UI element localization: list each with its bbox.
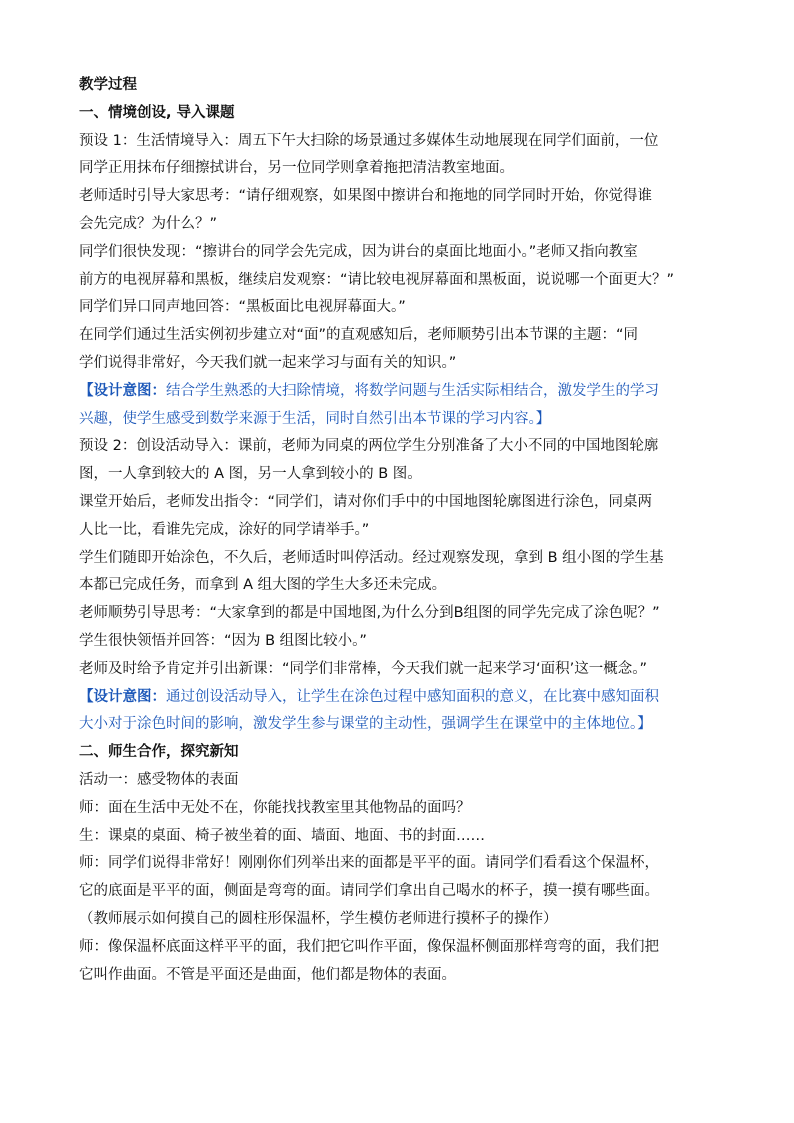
paragraph-line: 本都已完成任务，而拿到 A 组大图的学生大多还未完成。: [79, 577, 447, 594]
paragraph-line: 同学正用抹布仔细擦拭讲台，另一位同学则拿着拖把清洁教室地面。: [79, 160, 514, 177]
dialogue-line: 它的底面是平平的面，侧面是弯弯的面。请同学们拿出自己喝水的杯子，摸一摸有哪些面。: [79, 883, 659, 900]
activity-title: 活动一：感受物体的表面: [79, 771, 239, 788]
dialogue-line: 师：像保温杯底面这样平平的面，我们把它叫作平面，像保温杯侧面那样弯弯的面，我们把: [79, 938, 659, 955]
design-intent-line: 大小对于涂色时间的影响，激发学生参与课堂的主动性，强调学生在课堂中的主体地位。】: [79, 716, 652, 733]
design-intent-text: 通过创设活动导入，让学生在涂色过程中感知面积的意义，在比赛中感知面积: [166, 688, 659, 705]
section-1-title: 一、情境创设, 导入课题: [79, 104, 235, 121]
paragraph-line: 学生们随即开始涂色，不久后，老师适时叫停活动。经过观察发现，拿到 B 组小图的学生基: [79, 549, 664, 566]
paragraph-line: 图，一人拿到较大的 A 图，另一人拿到较小的 B 图。: [79, 466, 422, 483]
dialogue-line: 它叫作曲面。不管是平面还是曲面，他们都是物体的表面。: [79, 966, 456, 983]
paragraph-line: 人比一比，看谁先完成，涂好的同学请举手。”: [79, 521, 370, 538]
paragraph-line: 老师顺势引导思考：“大家拿到的都是中国地图,为什么分到B组图的同学先完成了涂色呢？”: [79, 605, 660, 622]
dialogue-line: （教师展示如何摸自己的圆柱形保温杯，学生模仿老师进行摸杯子的操作）: [79, 910, 558, 927]
paragraph-line: 课堂开始后，老师发出指令：“同学们，请对你们手中的中国地图轮廓图进行涂色，同桌两: [79, 493, 653, 510]
dialogue-line: 师：面在生活中无处不在，你能找找教室里其他物品的面吗？: [79, 799, 471, 816]
design-intent-label: 【设计意图：: [79, 382, 166, 399]
paragraph-line: 学们说得非常好，今天我们就一起来学习与面有关的知识。”: [79, 354, 457, 371]
paragraph-line: 会先完成？为什么？”: [79, 215, 218, 232]
paragraph-line: 学生很快领悟并回答：“因为 B 组图比较小。”: [79, 632, 367, 649]
design-intent-text: 结合学生熟悉的大扫除情境，将数学问题与生活实际相结合，激发学生的学习: [166, 382, 659, 399]
paragraph-line: 同学们异口同声地回答：“黑板面比电视屏幕面大。”: [79, 299, 406, 316]
design-intent-line: [79, 684, 723, 712]
paragraph-line: 预设 2：创设活动导入：课前，老师为同桌的两位学生分别准备了大小不同的中国地图轮廓: [79, 438, 659, 455]
design-intent-label: 【设计意图：: [79, 688, 166, 705]
paragraph-line: 预设 1：生活情境导入：周五下午大扫除的场景通过多媒体生动地展现在同学们面前，一位: [79, 132, 659, 149]
section-2-title: 二、师生合作，探究新知: [79, 744, 239, 761]
paragraph-line: 前方的电视屏幕和黑板，继续启发观察：“请比较电视屏幕面和黑板面，说说哪一个面更大？”: [79, 271, 675, 288]
paragraph-line: 在同学们通过生活实例初步建立对“面”的直观感知后，老师顺势引出本节课的主题：“同: [79, 327, 639, 344]
dialogue-line: 师：同学们说得非常好！刚刚你们列举出来的面都是平平的面。请同学们看看这个保温杯，: [79, 855, 659, 872]
page-heading: 教学过程: [79, 77, 137, 93]
paragraph-line: 老师适时引导大家思考：“请仔细观察，如果图中擦讲台和拖地的同学同时开始，你觉得谁: [79, 188, 653, 205]
paragraph-line: 老师及时给予肯定并引出新课：“同学们非常棒，今天我们就一起来学习‘面积’这一概念。”: [79, 660, 647, 677]
design-intent-line: 兴趣，使学生感受到数学来源于生活，同时自然引出本节课的学习内容。】: [79, 410, 551, 427]
document-page: [79, 72, 723, 989]
paragraph-line: 同学们很快发现：“擦讲台的同学会先完成，因为讲台的桌面比地面小。”老师又指向教室: [79, 243, 638, 260]
dialogue-line: 生：课桌的桌面、椅子被坐着的面、墙面、地面、书的封面……: [79, 827, 485, 844]
design-intent-line: [79, 378, 723, 406]
